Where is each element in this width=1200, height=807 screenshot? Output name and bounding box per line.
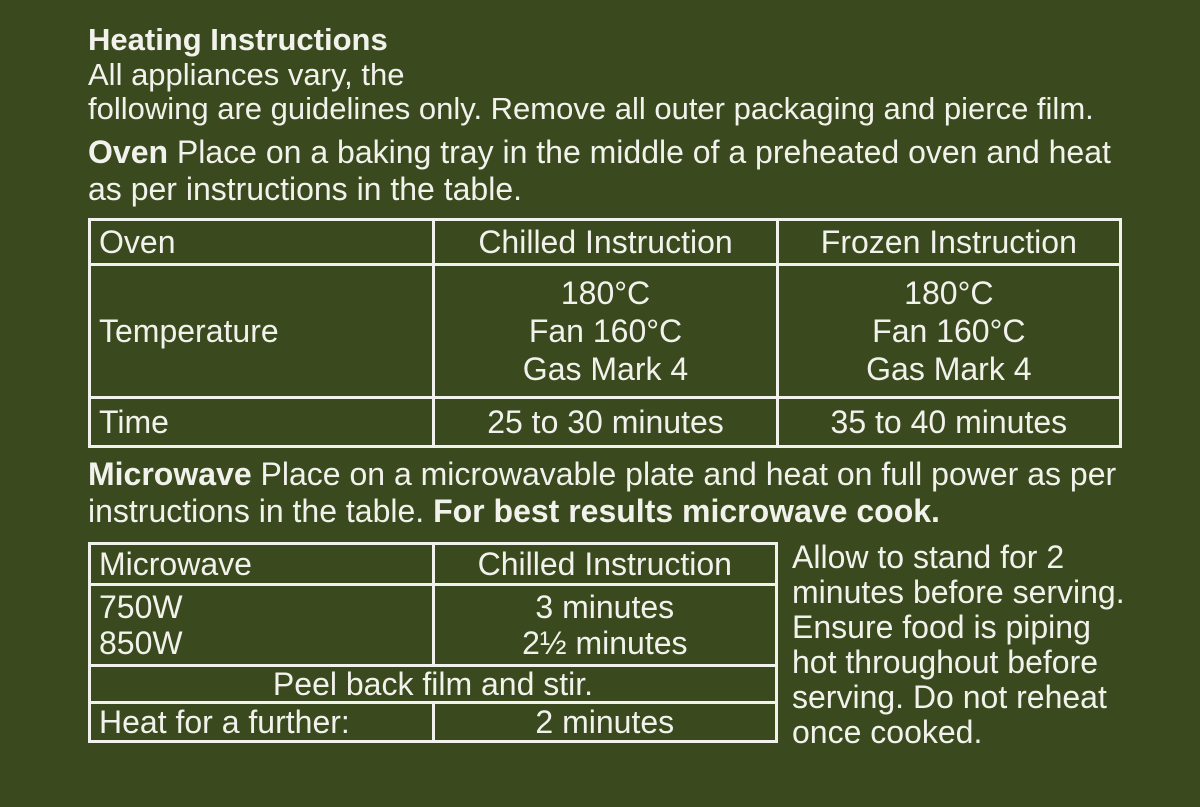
wattage-750: 750W — [99, 589, 183, 625]
wattage-cell — [90, 585, 434, 666]
frozen-temp-celsius: 180°C — [904, 275, 994, 311]
oven-header-chilled: Chilled Instruction — [434, 220, 777, 265]
microwave-section — [88, 540, 1128, 760]
microwave-table — [88, 542, 778, 743]
microwave-time-cell — [433, 585, 776, 666]
chilled-time: 25 to 30 minutes — [434, 398, 777, 447]
intro-line-2: following are guidelines only. Remove all outer packaging and pierce film. — [88, 91, 1094, 126]
microwave-best-results: For best results microwave cook. — [433, 493, 940, 529]
chilled-temp-fan: Fan 160°C — [528, 313, 683, 349]
peel-row — [90, 666, 777, 703]
frozen-time: 35 to 40 minutes — [777, 398, 1120, 447]
intro-line-1: All appliances vary, the — [88, 57, 405, 92]
heading: Heating Instructions — [88, 22, 388, 57]
microwave-text: Place on a microwavable plate and heat on full power as per instructions in the table. — [88, 456, 1117, 529]
further-heat-time: 2 minutes — [433, 703, 776, 742]
oven-label: Oven — [88, 134, 169, 170]
temperature-label: Temperature — [90, 265, 434, 398]
oven-time-row — [90, 398, 1121, 447]
chilled-temperature — [434, 265, 777, 398]
chilled-temp-celsius: 180°C — [560, 275, 651, 311]
microwave-label: Microwave — [88, 456, 252, 492]
microwave-header-microwave: Microwave — [90, 544, 434, 585]
frozen-temperature — [777, 265, 1120, 398]
microwave-wattage-row — [90, 585, 777, 666]
microwave-paragraph — [88, 456, 1128, 530]
further-heat-row — [90, 703, 777, 742]
time-850: 2½ minutes — [522, 625, 688, 661]
heating-instructions-panel — [88, 22, 1128, 760]
wattage-850: 850W — [99, 625, 183, 661]
frozen-temp-fan: Fan 160°C — [872, 313, 1026, 349]
time-label: Time — [90, 398, 434, 447]
frozen-temp-gas: Gas Mark 4 — [866, 351, 1032, 387]
oven-table — [88, 218, 1122, 448]
oven-header-frozen: Frozen Instruction — [777, 220, 1120, 265]
oven-paragraph — [88, 134, 1128, 208]
oven-text: Place on a baking tray in the middle of a preheated oven and heat as per instructions in the table. — [88, 134, 1111, 207]
chilled-temp-gas: Gas Mark 4 — [522, 351, 689, 387]
oven-table-header-row — [90, 220, 1121, 265]
microwave-header-chilled: Chilled Instruction — [433, 544, 776, 585]
further-heat-label: Heat for a further: — [90, 703, 434, 742]
peel-instruction: Peel back film and stir. — [90, 666, 777, 703]
oven-header-oven: Oven — [90, 220, 434, 265]
time-750: 3 minutes — [535, 589, 675, 625]
microwave-table-header-row — [90, 544, 777, 585]
oven-temperature-row — [90, 265, 1121, 398]
standing-time-note: Allow to stand for 2 minutes before serving. Ensure food is piping hot throughout before serving. Do not reheat once cooked. — [792, 539, 1125, 750]
